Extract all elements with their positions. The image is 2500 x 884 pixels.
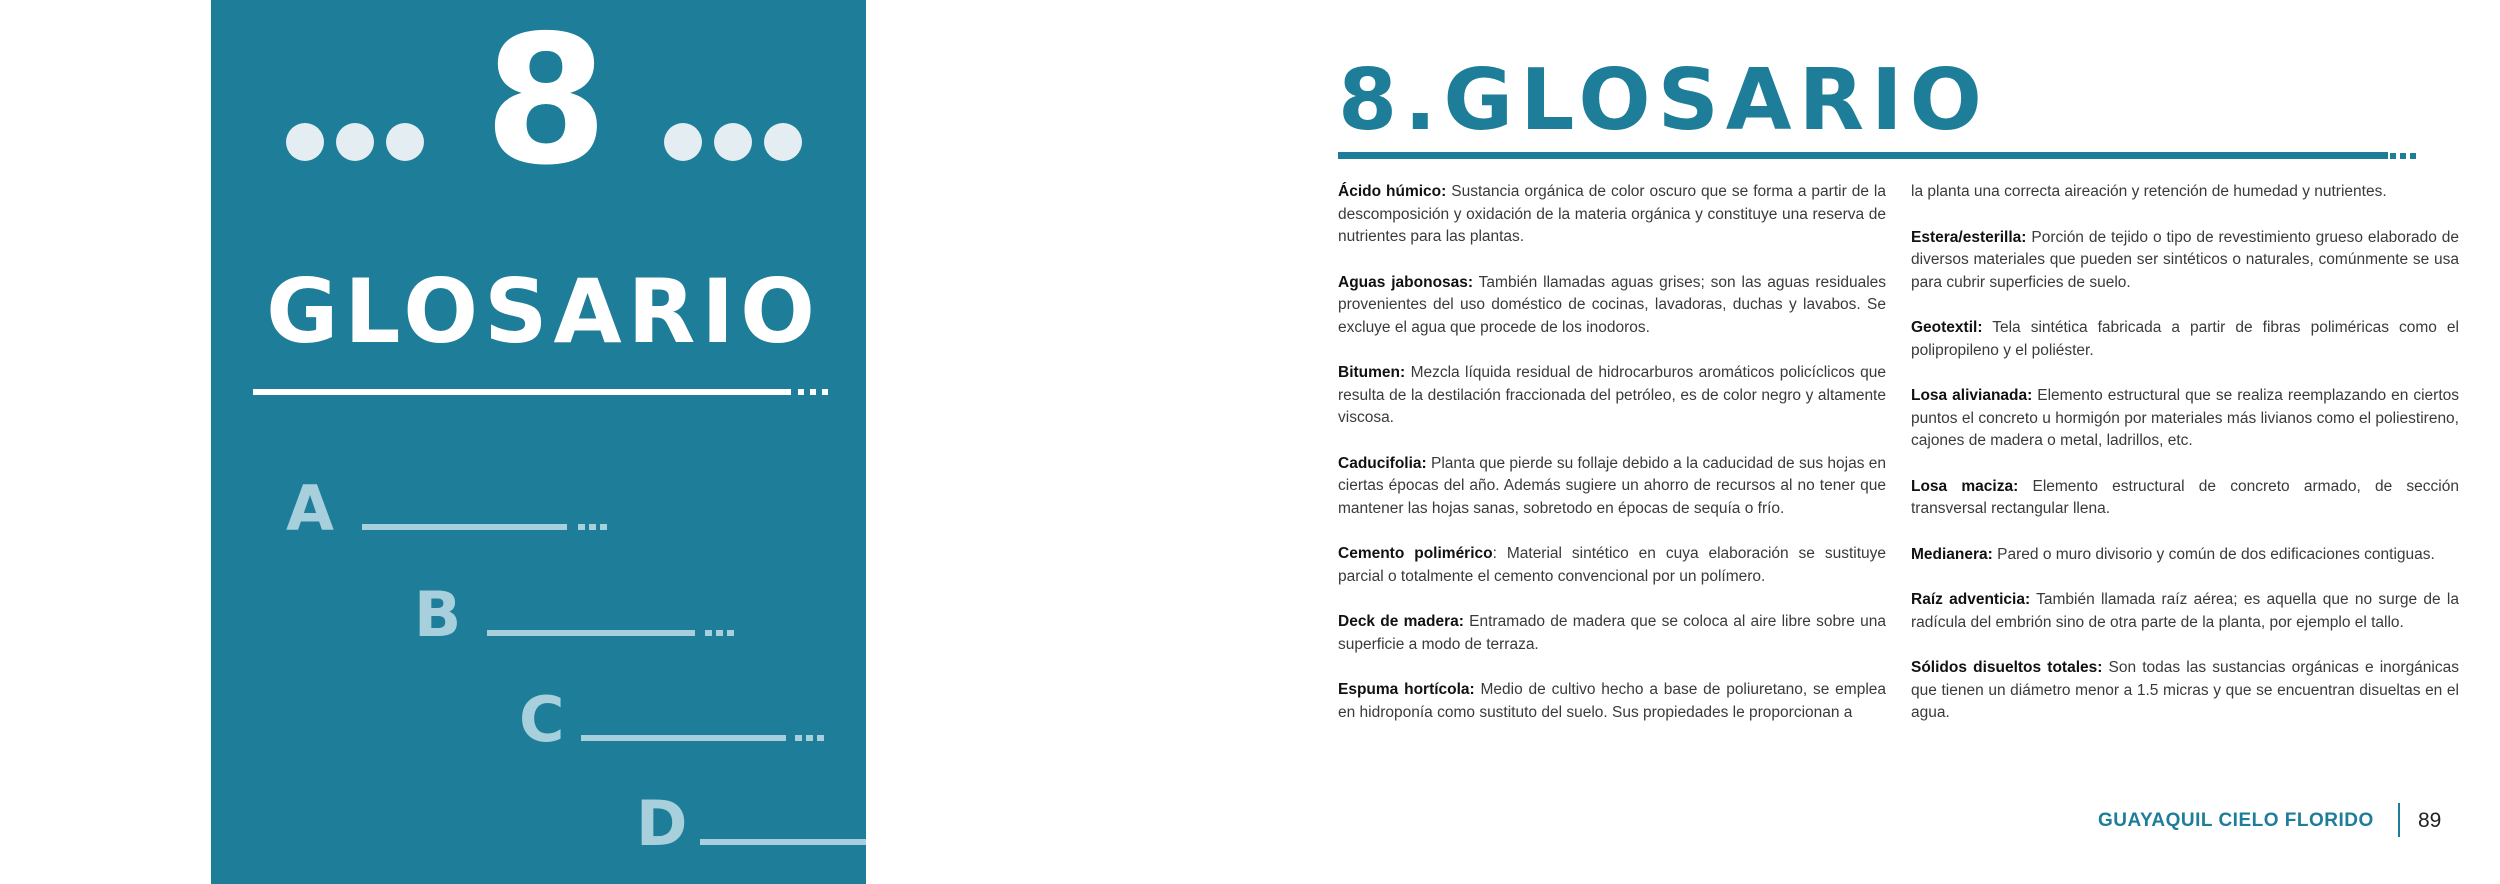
glossary-term: Geotextil:	[1911, 319, 1983, 336]
glossary-term: Raíz adventicia:	[1911, 591, 2031, 608]
rule-dot	[2400, 153, 2406, 159]
glossary-term: Cemento polimérico	[1338, 545, 1493, 562]
letter-line	[487, 630, 695, 636]
letter-line	[581, 735, 786, 741]
glossary-term: Aguas jabonosas:	[1338, 273, 1474, 291]
glossary-entry	[1338, 362, 1886, 430]
chapter-number: 8	[484, 0, 608, 204]
glossary-term: Medianera:	[1911, 545, 1993, 563]
letter-line-dot	[806, 735, 813, 741]
glossary-definition: Entramado de madera que se coloca al aire libre sobre una superficie a modo de terraza.	[1338, 613, 1886, 653]
page-number: 89	[2418, 809, 2442, 832]
ornament-dot	[664, 123, 702, 161]
letter-line-dot	[705, 630, 712, 636]
glossary-entry	[1338, 453, 1886, 521]
chapter-title-rule	[253, 389, 791, 395]
glossary-entry	[1911, 657, 2459, 725]
glossary-entry	[1911, 181, 2459, 204]
publication-name: GUAYAQUIL CIELO FLORIDO	[2098, 810, 2374, 831]
chapter-title: GLOSARIO	[266, 260, 821, 363]
glossary-entry	[1911, 317, 2459, 362]
glossary-entry	[1338, 272, 1886, 340]
glossary-definition: Pared o muro divisorio y común de dos edificaciones contiguas.	[1992, 545, 2435, 563]
ornament-dot	[764, 123, 802, 161]
rule-dot	[810, 389, 816, 395]
glossary-definition: También llamadas aguas grises; son las aguas residuales provenientes del uso doméstico de cocinas, lavadoras, duchas y lavabos. Se excluye el agua que procede de los inodoros.	[1338, 273, 1887, 336]
letter-line-dot	[589, 524, 596, 530]
rule-dot	[798, 389, 804, 395]
glossary-term: Deck de madera:	[1338, 613, 1464, 630]
rule-dot	[2410, 153, 2416, 159]
glossary-column-right	[1911, 181, 2459, 748]
glossary-definition: : Material sintético en cuya elaboración se sustituye parcial o totalmente el cemento convencional por un polímero.	[1338, 545, 1887, 585]
glossary-term: Losa maciza:	[1911, 477, 2019, 495]
glossary-term: Estera/esterilla:	[1911, 228, 2027, 246]
glossary-definition: Planta que pierde su follaje debido a la caducidad de sus hojas en ciertas épocas del año. Además sugiere un ahorro de recursos al no tener que mantener las hojas sanas, sobretodo en épocas de sequía o frío.	[1338, 454, 1887, 517]
glossary-term: Caducifolia:	[1338, 454, 1427, 472]
letter-line-dot	[716, 630, 723, 636]
letter-row-a	[286, 472, 826, 558]
glossary-definition: Medio de cultivo hecho a base de poliuretano, se emplea en hidroponía como sustituto del suelo. Sus propiedades le proporcionan a	[1338, 681, 1887, 721]
index-letter: D	[636, 787, 688, 860]
glossary-definition: Porción de tejido o tipo de revestimiento grueso elaborado de diversos materiales que pueden ser sintéticos o naturales, comúnmente se usa para cubrir superficies de suelo.	[1911, 228, 2459, 291]
index-letter: A	[286, 472, 334, 545]
glossary-definition: Mezcla líquida residual de hidrocarburos aromáticos policíclicos que resulta de la destilación fraccionada del petróleo, es de color negro y altamente viscosa.	[1338, 364, 1886, 426]
index-letter: B	[414, 578, 462, 651]
page-title-rule	[1338, 152, 2388, 159]
glossary-definition: Sustancia orgánica de color oscuro que se forma a partir de la descomposición y oxidación de la materia orgánica y constituye una reserva de nutrientes para las plantas.	[1338, 183, 1886, 245]
glossary-term: Bitumen:	[1338, 364, 1406, 381]
ornament-dot	[386, 123, 424, 161]
glossary-entry	[1911, 227, 2459, 295]
glossary-entry	[1338, 611, 1886, 656]
footer-divider	[2398, 803, 2400, 837]
glossary-definition: Son todas las sustancias orgánicas e inorgánicas que tienen un diámetro menor a 1.5 micras y que se encuentran disueltas en el agua.	[1911, 659, 2459, 721]
glossary-entry	[1338, 543, 1886, 588]
letter-line-dot	[795, 735, 802, 741]
ornament-dot	[336, 123, 374, 161]
glossary-column-left	[1338, 181, 1886, 747]
ornament-dot	[286, 123, 324, 161]
glossary-entry	[1911, 544, 2459, 567]
letter-line-dot	[727, 630, 734, 636]
rule-dot	[2390, 153, 2396, 159]
glossary-term: Ácido húmico:	[1338, 183, 1447, 200]
letter-line-dot	[578, 524, 585, 530]
glossary-entry	[1338, 679, 1886, 724]
glossary-entry	[1911, 589, 2459, 634]
letter-line-dot	[600, 524, 607, 530]
index-letter: C	[519, 683, 565, 756]
glossary-definition: la planta una correcta aireación y retención de humedad y nutrientes.	[1911, 183, 2387, 200]
glossary-term: Sólidos disueltos totales:	[1911, 659, 2103, 676]
letter-row-b	[414, 578, 854, 664]
glossary-definition: Elemento estructural que se realiza reemplazando en ciertos puntos el concreto u hormigón por materiales más livianos como el poliestireno, cajones de madera o metal, ladrillos, etc.	[1911, 387, 2459, 449]
letter-row-d	[636, 787, 866, 873]
glossary-entry	[1911, 476, 2459, 521]
ornament-dot	[714, 123, 752, 161]
glossary-definition: Tela sintética fabricada a partir de fibras poliméricas como el polipropileno y el poliéster.	[1911, 319, 2459, 359]
glossary-term: Espuma hortícola:	[1338, 681, 1475, 698]
glossary-term: Losa alivianada:	[1911, 387, 2033, 404]
page-title: 8.GLOSARIO	[1338, 51, 1989, 150]
glossary-entry	[1911, 385, 2459, 453]
letter-row-c	[519, 683, 866, 769]
glossary-definition: Elemento estructural de concreto armado, de sección transversal rectangular llena.	[1911, 477, 2459, 517]
glossary-definition: También llamada raíz aérea; es aquella que no surge de la radícula del embrión sino de otra parte de la planta, por ejemplo el tallo.	[1911, 591, 2459, 631]
chapter-cover-panel	[211, 0, 866, 884]
letter-line-dot	[817, 735, 824, 741]
glossary-entry	[1338, 181, 1886, 249]
letter-line	[700, 839, 866, 845]
rule-dot	[822, 389, 828, 395]
letter-line	[362, 524, 567, 530]
